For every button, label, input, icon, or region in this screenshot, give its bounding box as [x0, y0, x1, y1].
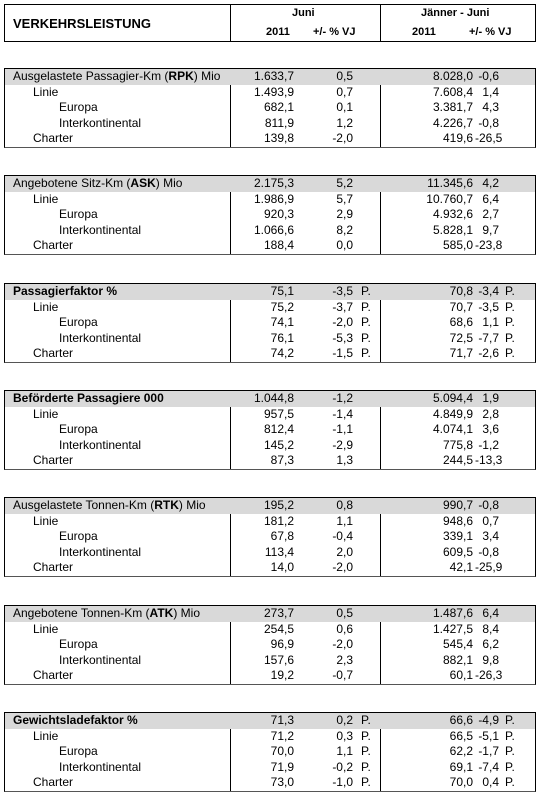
unit-jan-june: P. — [505, 759, 515, 774]
value-jan-june: 775,8 — [442, 437, 473, 452]
row-label-text: Europa — [59, 207, 98, 222]
row-label-text: Ausgelastete Tonnen-Km ( — [13, 498, 155, 512]
table-row — [5, 514, 535, 530]
change-jan-june: -3,5 — [478, 299, 499, 314]
value-jan-june: 70,8 — [449, 284, 473, 298]
change-jan-june: -26,5 — [475, 131, 503, 146]
change-june: -2,0 — [332, 637, 353, 652]
value-jan-june: 4.849,9 — [432, 406, 473, 421]
row-label — [13, 69, 220, 85]
row-label-text: Linie — [33, 728, 59, 743]
change-june: -1,1 — [332, 422, 353, 437]
change-jan-june: 6,2 — [482, 637, 499, 652]
value-june: 1.986,9 — [253, 191, 294, 206]
table-row — [5, 192, 535, 208]
row-label-text: Charter — [33, 775, 74, 790]
row-label-text: Gewichtsladefaktor % — [13, 713, 138, 727]
value-june: 188,4 — [263, 238, 294, 253]
value-june: 812,4 — [263, 422, 294, 437]
period-jan-june: Jänner - Juni — [421, 7, 490, 19]
change-jan-june: -25,9 — [475, 560, 503, 575]
change-jan-june: 6,4 — [482, 606, 499, 620]
value-jan-june: 990,7 — [442, 498, 473, 512]
metric-group — [4, 283, 536, 363]
row-label — [59, 331, 141, 347]
change-jan-june: 4,3 — [482, 100, 499, 115]
unit-june: P. — [361, 775, 371, 790]
table-row — [5, 653, 535, 669]
value-june: 74,2 — [270, 346, 294, 361]
change-jan-june: -7,7 — [478, 330, 499, 345]
value-jan-june: 4.226,7 — [432, 115, 473, 130]
row-label — [33, 407, 58, 423]
change-jan-june: 0,7 — [482, 513, 499, 528]
row-label — [33, 668, 73, 684]
row-label-text: Charter — [33, 346, 74, 361]
change-june: 0,2 — [336, 713, 353, 727]
value-jan-june: 70,0 — [449, 775, 473, 790]
table-row — [5, 760, 535, 776]
change-jan-june: 3,6 — [482, 422, 499, 437]
value-jan-june: 72,5 — [449, 330, 473, 345]
change-jan-june: 8,4 — [482, 621, 499, 636]
table-title: VERKEHRSLEISTUNG — [13, 16, 151, 31]
change-june: -5,3 — [332, 330, 353, 345]
row-label-suffix: ) Mio — [155, 176, 183, 190]
row-label — [59, 653, 141, 669]
value-june: 75,2 — [270, 299, 294, 314]
row-label — [33, 729, 58, 745]
change-june: -1,0 — [332, 775, 353, 790]
table-row — [5, 407, 535, 423]
value-june: 70,0 — [270, 744, 294, 759]
unit-june: P. — [361, 330, 371, 345]
value-jan-june: 585,0 — [442, 238, 473, 253]
unit-jan-june: P. — [505, 315, 515, 330]
change-jan-june: 1,4 — [482, 84, 499, 99]
value-june: 920,3 — [263, 207, 294, 222]
value-jan-june: 42,1 — [449, 560, 473, 575]
change-june: -1,2 — [332, 391, 353, 405]
value-june: 139,8 — [263, 131, 294, 146]
change-june: 0,0 — [336, 238, 353, 253]
unit-june: P. — [361, 315, 371, 330]
row-label-text: Charter — [33, 238, 74, 253]
row-label — [59, 637, 98, 653]
change-june: 0,8 — [336, 498, 353, 512]
row-label — [59, 545, 141, 561]
table-row — [5, 85, 535, 101]
row-label — [13, 606, 200, 622]
unit-jan-june: P. — [505, 728, 515, 743]
row-label — [13, 284, 117, 300]
metric-group — [4, 605, 536, 685]
value-june: 195,2 — [263, 498, 294, 512]
table-row — [5, 100, 535, 116]
row-label-text: Beförderte Passagiere 000 — [13, 391, 164, 405]
change-june: 1,1 — [336, 513, 353, 528]
unit-june: P. — [361, 299, 371, 314]
change-june: 1,1 — [336, 744, 353, 759]
row-label-suffix: ) Mio — [173, 606, 200, 620]
row-label — [59, 422, 98, 438]
value-june: 96,9 — [270, 637, 294, 652]
value-june: 157,6 — [263, 652, 294, 667]
row-label-suffix: ) Mio — [178, 498, 206, 512]
change-jan-june: 2,7 — [482, 207, 499, 222]
value-jan-june: 882,1 — [442, 652, 473, 667]
change-jan-june: -26,3 — [475, 668, 503, 683]
value-june: 76,1 — [270, 330, 294, 345]
table-row — [5, 637, 535, 653]
row-label — [33, 238, 73, 254]
table-row — [5, 744, 535, 760]
value-june: 957,5 — [263, 406, 294, 421]
value-jan-june: 339,1 — [442, 529, 473, 544]
value-jan-june: 68,6 — [449, 315, 473, 330]
row-label-text: Ausgelastete Passagier-Km ( — [13, 69, 169, 83]
unit-jan-june: P. — [505, 775, 515, 790]
period-june: Juni — [292, 7, 315, 19]
change-jan-june: 9,7 — [482, 222, 499, 237]
value-june: 682,1 — [263, 100, 294, 115]
value-june: 1.066,6 — [253, 222, 294, 237]
value-june: 2.175,3 — [253, 176, 294, 190]
row-label — [33, 346, 73, 362]
row-label — [33, 192, 58, 208]
value-june: 19,2 — [270, 668, 294, 683]
change-jan-june: 3,4 — [482, 529, 499, 544]
row-label-text: Interkontinental — [59, 544, 142, 559]
value-june: 145,2 — [263, 437, 294, 452]
table-row — [5, 729, 535, 745]
table-row — [5, 438, 535, 454]
row-label-text: Linie — [33, 299, 59, 314]
row-label-text: Europa — [59, 637, 98, 652]
value-jan-june: 244,5 — [442, 453, 473, 468]
change-jan-june: -0,8 — [478, 544, 499, 559]
header-divider — [380, 5, 381, 41]
metric-total-row — [5, 713, 535, 729]
value-june: 73,0 — [270, 775, 294, 790]
change-june: -2,0 — [332, 560, 353, 575]
value-jan-june: 8.028,0 — [432, 69, 473, 83]
value-june: 71,2 — [270, 728, 294, 743]
row-label-suffix: ) Mio — [193, 69, 221, 83]
row-label-text: Passagierfaktor % — [13, 284, 118, 298]
change-june: -2,0 — [332, 131, 353, 146]
row-label-abbreviation: RTK — [154, 498, 179, 512]
change-june: 0,1 — [336, 100, 353, 115]
change-jan-june: -5,1 — [478, 728, 499, 743]
metric-group — [4, 68, 536, 148]
change-june: -2,9 — [332, 437, 353, 452]
table-row — [5, 223, 535, 239]
year-june: 2011 — [266, 26, 290, 38]
row-label-text: Charter — [33, 560, 74, 575]
unit-jan-june: P. — [505, 299, 515, 314]
change-jan-june: -23,8 — [475, 238, 503, 253]
row-label-text: Charter — [33, 668, 74, 683]
header-divider — [230, 5, 231, 41]
value-june: 811,9 — [264, 115, 294, 130]
row-label-text: Interkontinental — [59, 652, 142, 667]
row-label — [59, 529, 98, 545]
row-label — [59, 223, 141, 239]
row-label-text: Linie — [33, 406, 59, 421]
row-label-abbreviation: ASK — [130, 176, 156, 190]
value-jan-june: 62,2 — [449, 744, 473, 759]
row-label-text: Interkontinental — [59, 222, 142, 237]
change-jan-june: -0,6 — [478, 69, 499, 83]
change-june: 0,5 — [336, 606, 353, 620]
change-jan-june: -0,8 — [478, 115, 499, 130]
metric-total-row — [5, 69, 535, 85]
value-june: 87,3 — [270, 453, 294, 468]
change-june: -3,7 — [332, 299, 353, 314]
unit-june: P. — [361, 713, 371, 727]
change-jan-june: -7,4 — [478, 759, 499, 774]
change-june: 1,3 — [336, 453, 353, 468]
change-june-header: +/- % VJ — [313, 26, 356, 38]
unit-jan-june: P. — [505, 346, 515, 361]
year-jan-june: 2011 — [412, 26, 436, 38]
unit-jan-june: P. — [505, 744, 515, 759]
row-label-text: Europa — [59, 315, 98, 330]
row-label — [33, 560, 73, 576]
row-label — [59, 438, 141, 454]
value-jan-june: 1.427,5 — [432, 621, 473, 636]
metric-group — [4, 497, 536, 577]
change-june: -0,2 — [332, 759, 353, 774]
change-jan-june: -4,9 — [478, 713, 499, 727]
value-june: 273,7 — [263, 606, 294, 620]
change-june: 0,3 — [336, 728, 353, 743]
row-label-text: Charter — [33, 453, 74, 468]
value-jan-june: 11.345,6 — [427, 176, 473, 190]
value-jan-june: 948,6 — [442, 513, 473, 528]
table-row — [5, 529, 535, 545]
table-row — [5, 116, 535, 132]
row-label — [33, 622, 58, 638]
value-june: 67,8 — [270, 529, 294, 544]
change-june: -2,0 — [332, 315, 353, 330]
table-row — [5, 331, 535, 347]
row-label-text: Linie — [33, 84, 59, 99]
row-label-text: Europa — [59, 529, 98, 544]
row-label-text: Interkontinental — [59, 759, 142, 774]
unit-june: P. — [361, 346, 371, 361]
value-jan-june: 609,5 — [442, 544, 473, 559]
row-label — [13, 713, 138, 729]
change-june: -0,4 — [332, 529, 353, 544]
value-june: 113,4 — [264, 544, 294, 559]
unit-jan-june: P. — [505, 330, 515, 345]
row-label — [33, 775, 73, 791]
metric-group — [4, 390, 536, 470]
value-jan-june: 5.094,4 — [432, 391, 473, 405]
row-label-text: Europa — [59, 744, 98, 759]
value-jan-june: 545,4 — [442, 637, 473, 652]
row-label — [59, 116, 141, 132]
change-june: 0,7 — [336, 84, 353, 99]
value-jan-june: 7.608,4 — [432, 84, 473, 99]
table-row — [5, 131, 535, 147]
value-june: 254,5 — [263, 621, 294, 636]
change-jan-june: -3,4 — [478, 284, 499, 298]
change-june: 8,2 — [336, 222, 353, 237]
change-june: 0,6 — [336, 621, 353, 636]
change-jan-june: 9,8 — [482, 652, 499, 667]
change-june: 2,9 — [336, 207, 353, 222]
change-june: 2,0 — [336, 544, 353, 559]
change-june: -1,5 — [332, 346, 353, 361]
row-label — [33, 131, 73, 147]
change-jan-june-header: +/- % VJ — [469, 26, 512, 38]
metric-group — [4, 712, 536, 792]
row-label — [33, 85, 58, 101]
row-label-text: Linie — [33, 191, 59, 206]
change-june: 5,2 — [336, 176, 353, 190]
metric-total-row — [5, 284, 535, 300]
change-jan-june: 2,8 — [482, 406, 499, 421]
value-jan-june: 71,7 — [449, 346, 473, 361]
change-jan-june: 6,4 — [482, 191, 499, 206]
row-label — [59, 207, 98, 223]
table-row — [5, 238, 535, 254]
change-jan-june: 4,2 — [482, 176, 499, 190]
change-jan-june: -2,6 — [478, 346, 499, 361]
change-jan-june: -1,7 — [478, 744, 499, 759]
row-label-text: Europa — [59, 422, 98, 437]
metric-total-row — [5, 498, 535, 514]
row-label-text: Interkontinental — [59, 437, 142, 452]
value-june: 74,1 — [270, 315, 294, 330]
table-row — [5, 300, 535, 316]
row-label — [33, 514, 58, 530]
value-june: 181,2 — [263, 513, 294, 528]
value-june: 14,0 — [270, 560, 294, 575]
metric-total-row — [5, 391, 535, 407]
unit-jan-june: P. — [505, 284, 515, 298]
table-row — [5, 668, 535, 684]
value-jan-june: 419,6 — [442, 131, 473, 146]
row-label-abbreviation: ATK — [149, 606, 174, 620]
unit-jan-june: P. — [505, 713, 515, 727]
row-label — [33, 300, 58, 316]
change-jan-june: 1,9 — [482, 391, 499, 405]
change-jan-june: -0,8 — [478, 498, 499, 512]
change-jan-june: 0,4 — [482, 775, 499, 790]
row-label-text: Angebotene Tonnen-Km ( — [13, 606, 150, 620]
row-label — [33, 453, 73, 469]
row-label-text: Charter — [33, 131, 74, 146]
unit-june: P. — [361, 759, 371, 774]
unit-june: P. — [361, 728, 371, 743]
table-header — [4, 4, 536, 42]
value-jan-june: 4.074,1 — [432, 422, 473, 437]
value-jan-june: 66,5 — [449, 728, 473, 743]
value-june: 75,1 — [270, 284, 294, 298]
value-jan-june: 60,1 — [449, 668, 473, 683]
table-row — [5, 560, 535, 576]
change-jan-june: -1,2 — [478, 437, 499, 452]
row-label-text: Linie — [33, 621, 59, 636]
table-row — [5, 622, 535, 638]
row-label-text: Angebotene Sitz-Km ( — [13, 176, 131, 190]
table-row — [5, 453, 535, 469]
change-june: 2,3 — [336, 652, 353, 667]
change-jan-june: -13,3 — [475, 453, 503, 468]
row-label — [13, 176, 182, 192]
value-jan-june: 69,1 — [449, 759, 473, 774]
table-row — [5, 315, 535, 331]
row-label — [59, 315, 98, 331]
metric-total-row — [5, 176, 535, 192]
change-june: -3,5 — [332, 284, 353, 298]
value-jan-june: 70,7 — [449, 299, 473, 314]
change-june: -0,7 — [332, 668, 353, 683]
change-june: 5,7 — [336, 191, 353, 206]
metric-group — [4, 175, 536, 255]
row-label-text: Europa — [59, 100, 98, 115]
table-row — [5, 545, 535, 561]
change-june: 0,5 — [336, 69, 353, 83]
value-june: 71,3 — [270, 713, 294, 727]
value-june: 71,9 — [270, 759, 294, 774]
unit-june: P. — [361, 744, 371, 759]
row-label — [59, 100, 98, 116]
metric-total-row — [5, 606, 535, 622]
change-june: 1,2 — [336, 115, 353, 130]
value-june: 1.493,9 — [253, 84, 294, 99]
row-label — [59, 760, 141, 776]
value-jan-june: 4.932,6 — [432, 207, 473, 222]
row-label — [59, 744, 98, 760]
value-june: 1.633,7 — [253, 69, 294, 83]
value-jan-june: 66,6 — [449, 713, 473, 727]
row-label-text: Interkontinental — [59, 115, 142, 130]
value-jan-june: 5.828,1 — [432, 222, 473, 237]
unit-june: P. — [361, 284, 371, 298]
value-jan-june: 10.760,7 — [426, 191, 473, 206]
change-jan-june: 1,1 — [482, 315, 499, 330]
row-label-text: Interkontinental — [59, 330, 142, 345]
table-row — [5, 207, 535, 223]
value-june: 1.044,8 — [253, 391, 294, 405]
table-row — [5, 422, 535, 438]
row-label — [13, 498, 206, 514]
value-jan-june: 3.381,7 — [432, 100, 473, 115]
row-label — [13, 391, 164, 407]
row-label-abbreviation: RPK — [168, 69, 194, 83]
change-june: -1,4 — [332, 406, 353, 421]
table-row — [5, 346, 535, 362]
row-label-text: Linie — [33, 513, 59, 528]
table-row — [5, 775, 535, 791]
value-jan-june: 1.487,6 — [432, 606, 473, 620]
